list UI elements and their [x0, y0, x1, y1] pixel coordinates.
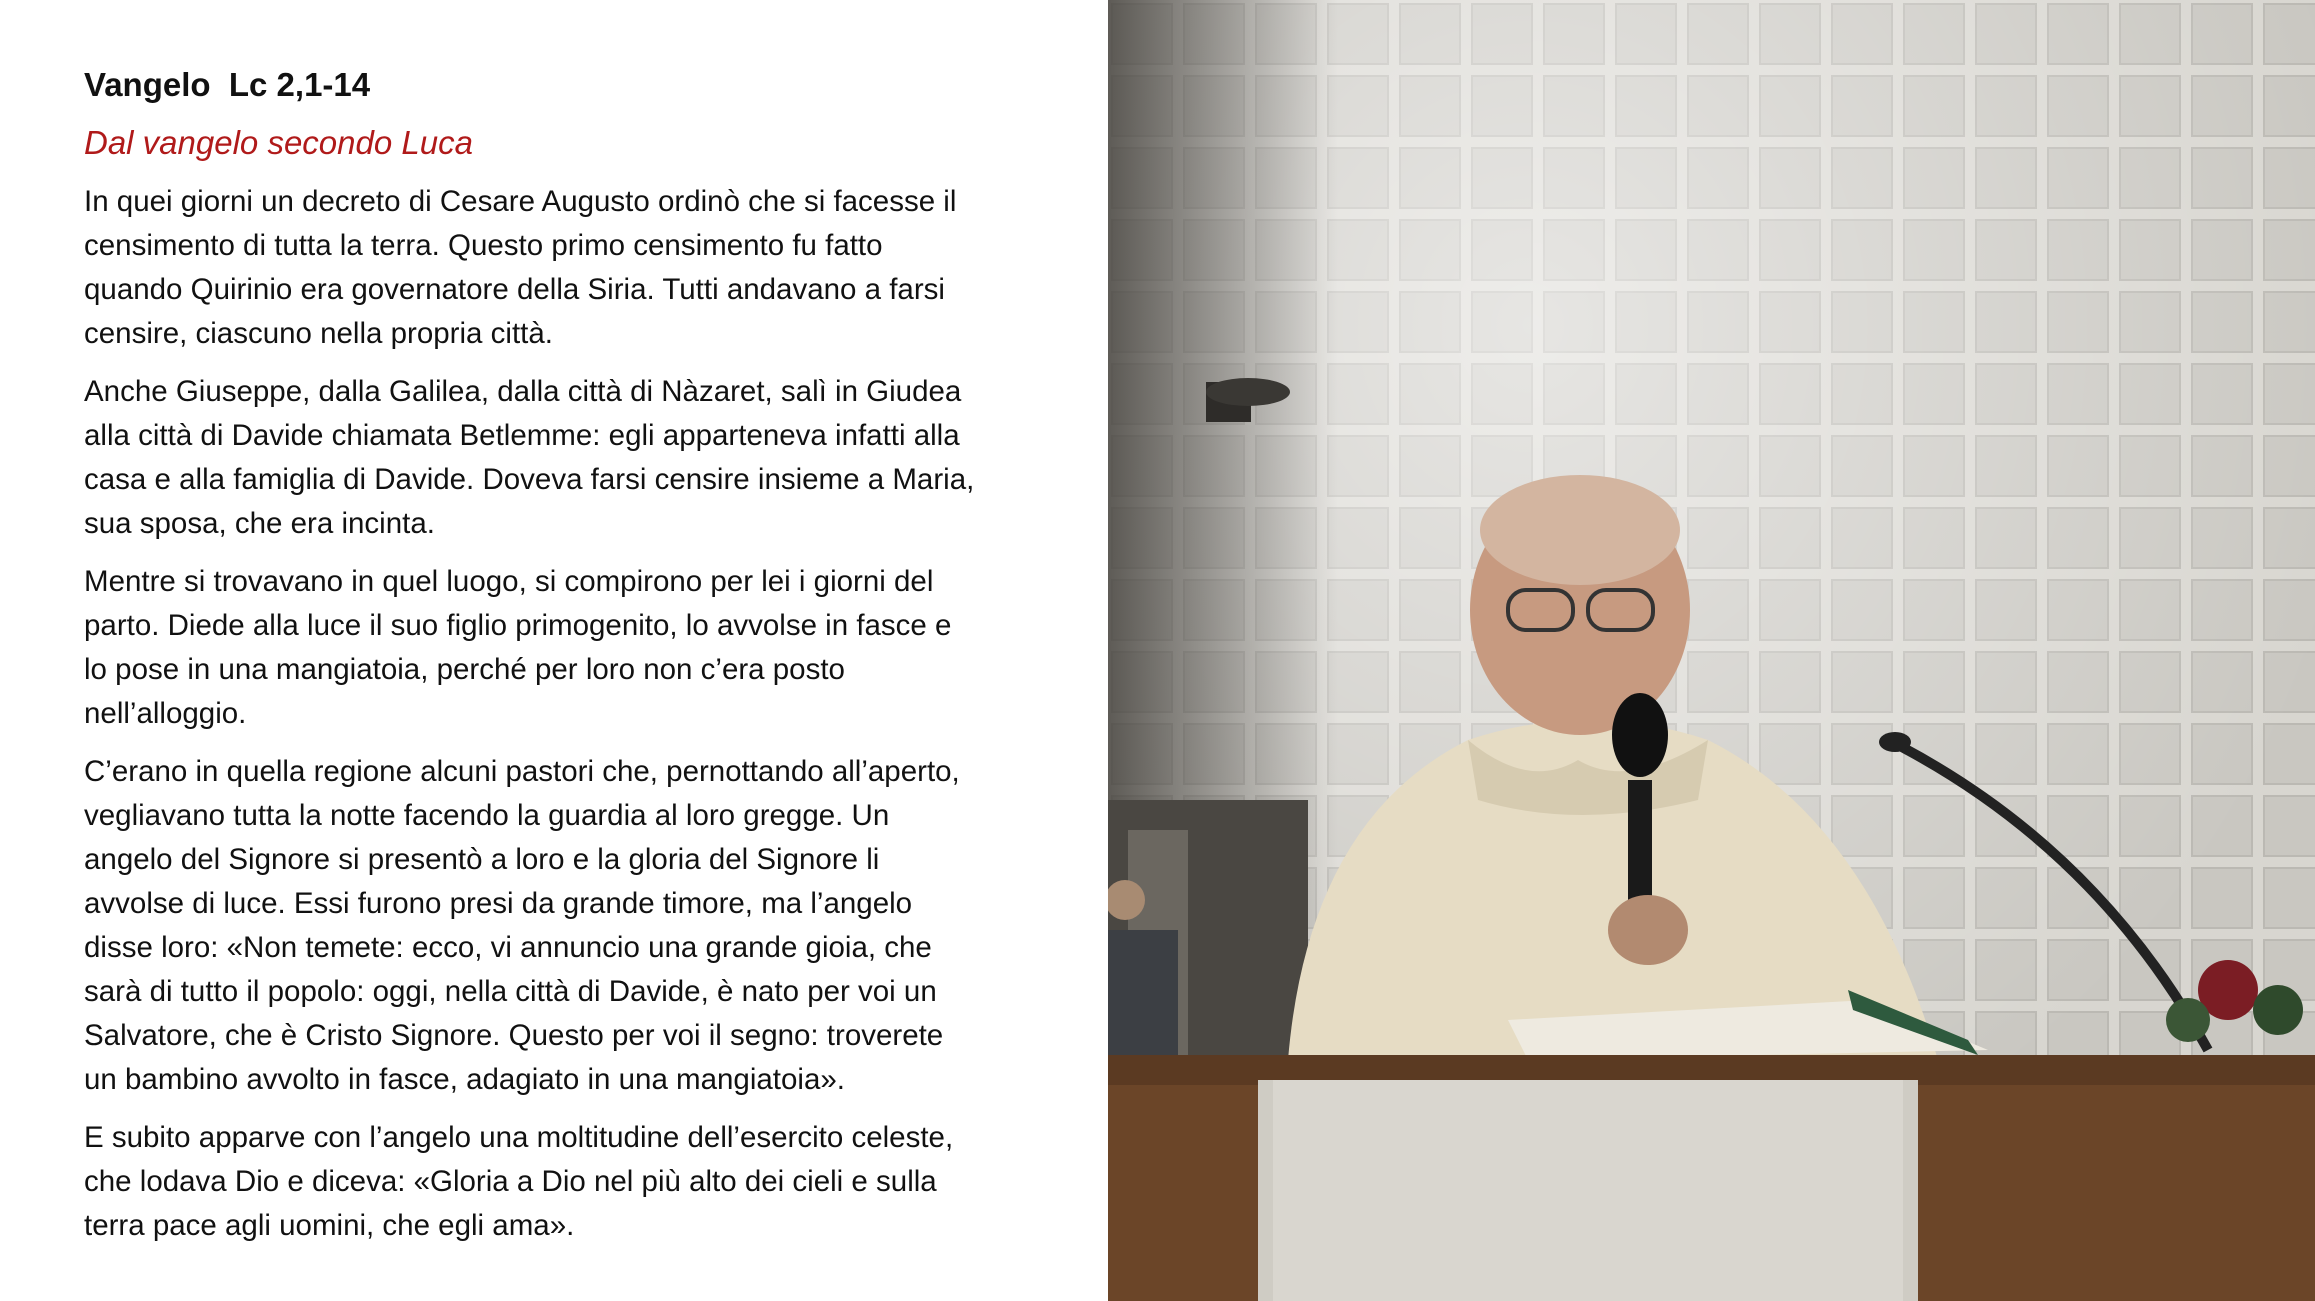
reading-paragraph	[84, 180, 1084, 356]
reading-line: Anche Giuseppe, dalla Galilea, dalla città di Nàzaret, salì in Giudea	[84, 375, 962, 408]
priest-at-ambo-image	[1108, 0, 2315, 1301]
video-frame	[1108, 0, 2315, 1301]
reading-line: sua sposa, che era incinta.	[84, 507, 435, 540]
reading-line: quando Quirinio era governatore della Siria. Tutti andavano a farsi	[84, 273, 945, 306]
reading-line: Salvatore, che è Cristo Signore. Questo per voi il segno: troverete	[84, 1019, 944, 1052]
reading-line: nell’alloggio.	[84, 697, 247, 730]
reading-line: che lodava Dio e diceva: «Gloria a Dio nel più alto dei cieli e sulla	[84, 1165, 937, 1198]
reading-line: E subito apparve con l’angelo una moltitudine dell’esercito celeste,	[84, 1121, 954, 1154]
reading-line: sarà di tutto il popolo: oggi, nella città di Davide, è nato per voi un	[84, 975, 937, 1008]
reading-paragraph	[84, 750, 1084, 1102]
reading-line: lo pose in una mangiatoia, perché per loro non c’era posto	[84, 653, 845, 686]
reading-line: casa e alla famiglia di Davide. Doveva farsi censire insieme a Maria,	[84, 463, 975, 496]
reading-line: terra pace agli uomini, che egli ama».	[84, 1209, 575, 1242]
reading-line: alla città di Davide chiamata Betlemme: egli apparteneva infatti alla	[84, 419, 960, 452]
reading-line: C’erano in quella regione alcuni pastori che, pernottando all’aperto,	[84, 755, 960, 788]
reading-line: In quei giorni un decreto di Cesare Augusto ordinò che si facesse il	[84, 185, 957, 218]
reading-line: censimento di tutta la terra. Questo primo censimento fu fatto	[84, 229, 883, 262]
reading-line: Mentre si trovavano in quel luogo, si compirono per lei i giorni del	[84, 565, 934, 598]
reading-body	[84, 180, 1084, 1248]
reading-text	[84, 62, 1084, 1262]
reading-line: vegliavano tutta la notte facendo la guardia al loro gregge. Un	[84, 799, 890, 832]
reading-paragraph	[84, 560, 1084, 736]
reading-line: parto. Diede alla luce il suo figlio primogenito, lo avvolse in fasce e	[84, 609, 952, 642]
reading-title: Vangelo Lc 2,1-14	[84, 66, 371, 103]
reading-line: avvolse di luce. Essi furono presi da grande timore, ma l’angelo	[84, 887, 913, 920]
reading-line: disse loro: «Non temete: ecco, vi annuncio una grande gioia, che	[84, 931, 932, 964]
reading-paragraph	[84, 370, 1084, 546]
reading-panel	[0, 0, 1108, 1301]
reading-line: un bambino avvolto in fasce, adagiato in una mangiatoia».	[84, 1063, 845, 1096]
reading-line: angelo del Signore si presentò a loro e la gloria del Signore li	[84, 843, 880, 876]
reading-line: censire, ciascuno nella propria città.	[84, 317, 553, 350]
reading-paragraph	[84, 1116, 1084, 1248]
reading-source: Dal vangelo secondo Luca	[84, 124, 473, 161]
